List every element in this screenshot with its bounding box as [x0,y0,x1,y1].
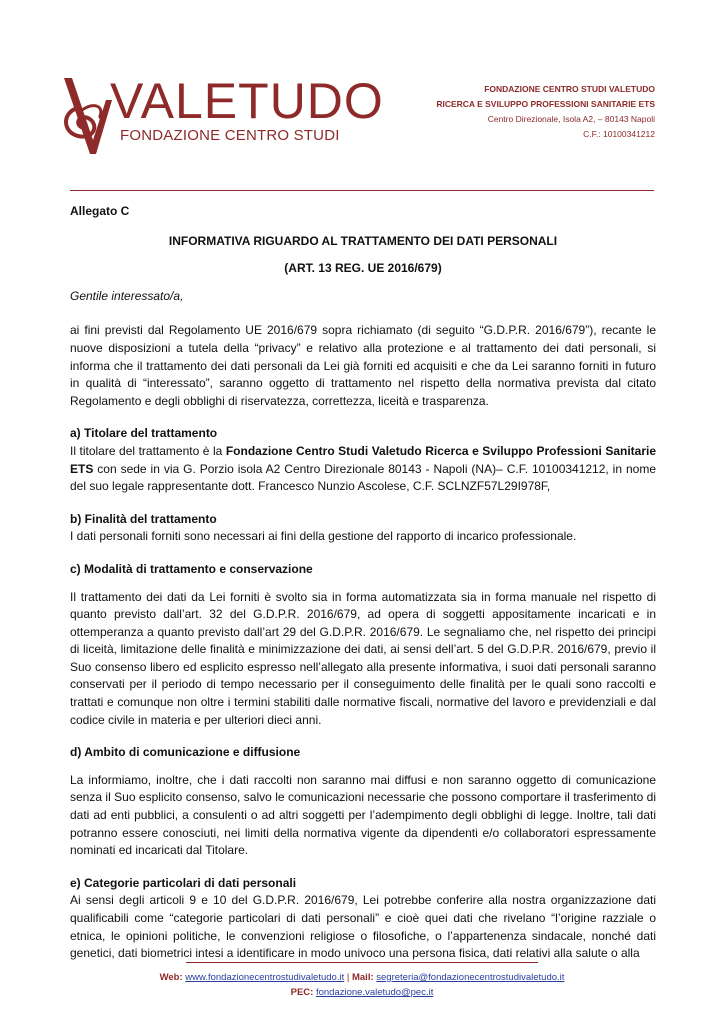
section-d-heading: d) Ambito di comunicazione e diffusione [70,745,301,760]
org-address-line: Centro Direzionale, Isola A2, – 80143 Napoli [487,114,655,124]
section-c-paragraph: Il trattamento dei dati da Lei forniti è svolto sia in forma automatizzata sia in forma manuale nel rispetto di quanto previsto dall’art. 32 del G.D.P.R. 2016/679, ad opera di soggetti appositamente incaricati e in ottemperanza a quanto previsto dall’art 29 del G.D.P.R. 2016/679. Le segnaliamo che, nel rispetto dei principi di liceità, limitazione delle finalità e minimizzazione dei dati, ai sensi dell’art. 5 del G.D.P.R. 2016/679, previo il Suo consenso libero ed esplicito espresso nell’allegato alla presente informativa, i suoi dati personali saranno conservati per il periodo di tempo necessario per il conseguimento delle finalità per le quali sono raccolti e trattati e comunque non oltre i termini stabiliti dalle normative fiscali, normative del lavoro e previdenziali e dal codice civile in materia e per ulteriori dieci anni. [70,589,656,727]
section-e-heading: e) Categorie particolari di dati personali [70,875,297,890]
pec-link[interactable]: fondazione.valetudo@pec.it [315,987,434,998]
attachment-label: Allegato C [70,204,130,218]
website-link[interactable]: www.fondazionecentrostudivaletudo.it [185,972,345,983]
footer-separator: | [344,972,352,983]
org-name-line: FONDAZIONE CENTRO STUDI VALETUDO [484,84,655,94]
org-tax-code-line: C.F.: 10100341212 [583,129,655,139]
footer-divider [186,962,538,963]
footer-pec-line [0,985,724,1000]
section-a-organization-name: Fondazione Centro Studi Valetudo Ricerca e Sviluppo Professioni Sanitarie ETS [70,443,657,476]
section-a-text-end: con sede in via G. Porzio isola A2 Centro Direzionale 80143 - Napoli (NA)– C.F. 10100341212, in nome del suo legale rappresentante dott. Francesco Nunzio Ascolese, C.F. SCLNZF57L29I978F, [70,461,656,494]
section-c-heading: c) Modalità di trattamento e conservazione [70,561,313,576]
greeting: Gentile interessato/a, [70,288,184,303]
page-footer [0,970,724,1000]
section-a-heading: a) Titolare del trattamento [70,426,218,441]
header-divider [70,190,654,191]
intro-paragraph: ai fini previsti dal Regolamento UE 2016/679 sopra richiamato (di seguito “G.D.P.R. 2016/679”), recante le nuove disposizioni a tutela della “privacy” e relativo alla protezione e al trattamento dei dati personali, si informa che il trattamento dei dati personali da Lei già forniti ed acquisiti e che da Lei saranno forniti in futuro in qualità di “interessato”, saranno oggetto di trattamento nel rispetto della normativa prevista dal citato Regolamento e degli obblighi di riservatezza, correttezza, liceità e trasparenza. [70,323,656,408]
section-b-paragraph: I dati personali forniti sono necessari ai fini della gestione del rapporto di incarico professionale. [70,529,577,544]
logo-subtitle: FONDAZIONE CENTRO STUDI [120,127,340,144]
document-title: INFORMATIVA RIGUARDO AL TRATTAMENTO DEI DATI PERSONALI [168,233,558,248]
org-subname-line: RICERCA E SVILUPPO PROFESSIONI SANITARIE ETS [436,99,655,109]
footer-contacts-line [0,970,724,985]
organization-info [436,82,655,142]
web-label: Web: [159,972,183,983]
section-b-heading: b) Finalità del trattamento [70,511,217,526]
valetudo-logo [60,70,384,160]
section-a-text-start: Il titolare del trattamento è la [70,443,226,458]
section-d-paragraph: La informiamo, inoltre, che i dati raccolti non saranno mai diffusi e non saranno oggetto di comunicazione senza il Suo esplicito consenso, salvo le comunicazioni necessarie che possono comportare il trasferimento di dati ad enti pubblici, a consulenti o ad altri soggetti per l’adempimento degli obblighi di legge. Inoltre, tali dati potranno essere conosciuti, nei limiti della normativa vigente da dipendenti e/o collaboratori espressamente nominati ed incaricati dal Titolare. [70,772,656,858]
section-a-paragraph [70,443,656,496]
section-e-paragraph: Ai sensi degli articoli 9 e 10 del G.D.P.R. 2016/679, Lei potrebbe conferire alla nostra organizzazione dati qualificabili come “categorie particolari di dati personali” e cioè quei dati che rivelano “l’origine razziale o etnica, le opinioni politiche, le convenzioni religiose o filosofiche, o l’appartenenza sindacale, nonché dati genetici, dati biometrici intesi a identificare in modo univoco una persona fisica, dati relativi alla salute o alla [70,893,656,961]
mail-label: Mail: [351,972,374,983]
document-body [70,203,656,963]
email-link[interactable]: segreteria@fondazionecentrostudivaletudo.it [376,972,565,983]
logo-wordmark: VALETUDO [110,73,384,129]
document-subtitle: (ART. 13 REG. UE 2016/679) [284,261,442,276]
pec-label: PEC: [290,987,314,998]
